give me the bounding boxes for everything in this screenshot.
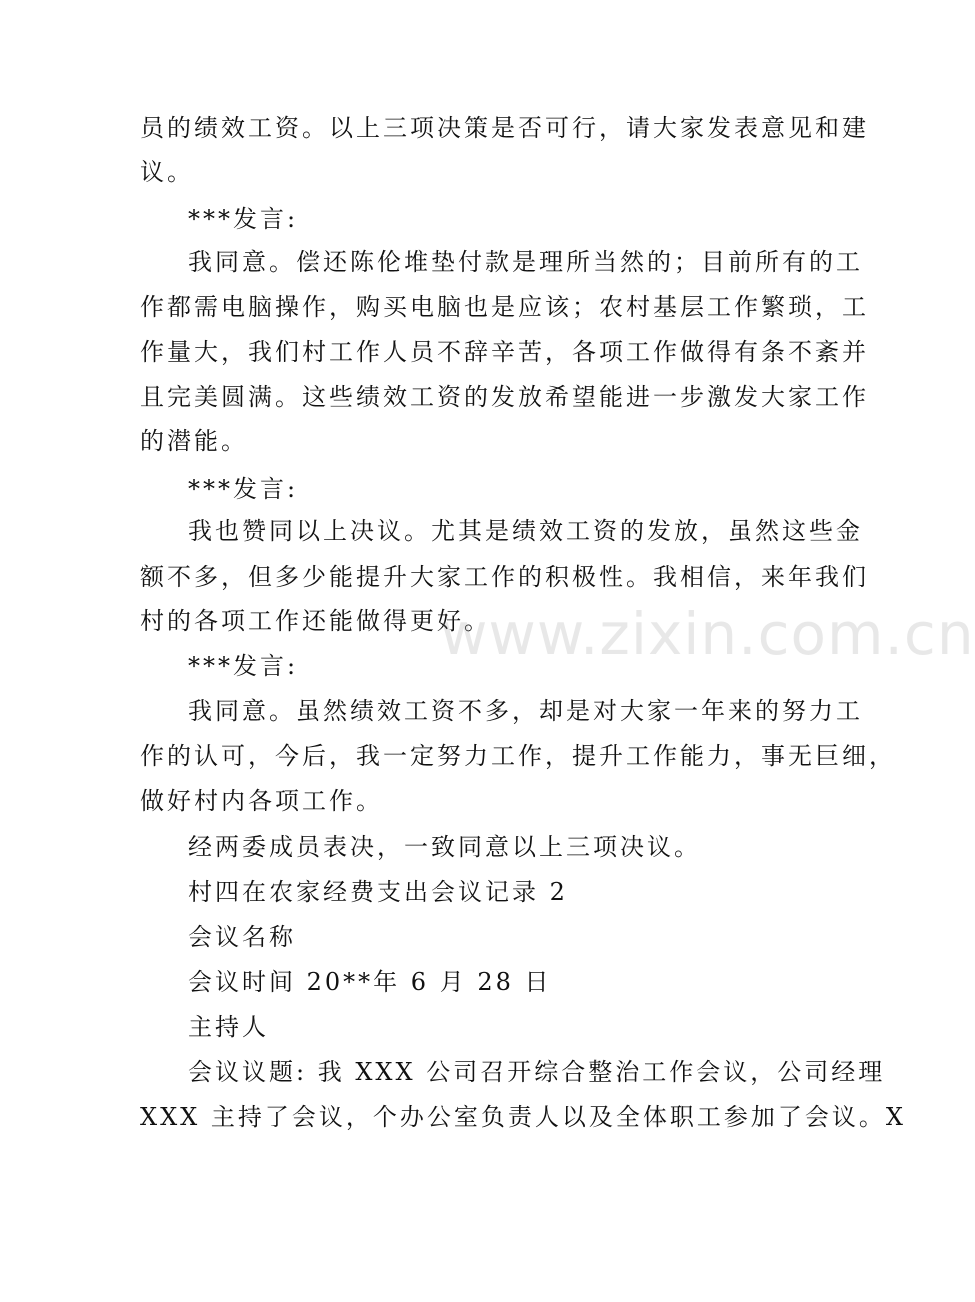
meeting-topic-line: 会议议题: 我 XXX 公司召开综合整治工作会议，公司经理 [188,1058,886,1086]
text-line: 我同意。虽然绩效工资不多，却是对大家一年来的努力工 [188,697,863,725]
text-line: 且完美圆满。这些绩效工资的发放希望能进一步激发大家工作 [140,383,869,411]
text-line: 额不多，但多少能提升大家工作的积极性。我相信，来年我们 [140,563,869,591]
text-line: 议。 [140,158,194,186]
text-line: XXX 主持了会议，个办公室负责人以及全体职工参加了会议。X [140,1103,906,1131]
section-title: 村四在农家经费支出会议记录 2 [188,878,568,906]
meeting-name-label: 会议名称 [188,923,296,951]
text-line: 我也赞同以上决议。尤其是绩效工资的发放，虽然这些金 [188,517,863,545]
speaker-heading: ***发言: [188,475,299,503]
text-line: 我同意。偿还陈伦堆垫付款是理所当然的；目前所有的工 [188,248,863,276]
text-line: 村的各项工作还能做得更好。 [140,607,491,635]
text-line: 作量大，我们村工作人员不辞辛苦，各项工作做得有条不紊并 [140,338,869,366]
meeting-time-line: 会议时间 20**年 6 月 28 日 [188,968,552,996]
watermark: www.zixin.com.cn [440,600,975,668]
speaker-heading: ***发言: [188,652,299,680]
text-line: 员的绩效工资。以上三项决策是否可行，请大家发表意见和建 [140,114,869,142]
host-label: 主持人 [188,1013,269,1041]
text-line: 的潜能。 [140,427,248,455]
text-line: 做好村内各项工作。 [140,787,383,815]
text-line: 作的认可，今后，我一定努力工作，提升工作能力，事无巨细， [140,742,896,770]
speaker-heading: ***发言: [188,205,299,233]
text-line: 作都需电脑操作，购买电脑也是应该；农村基层工作繁琐，工 [140,293,869,321]
text-line: 经两委成员表决，一致同意以上三项决议。 [188,833,701,861]
